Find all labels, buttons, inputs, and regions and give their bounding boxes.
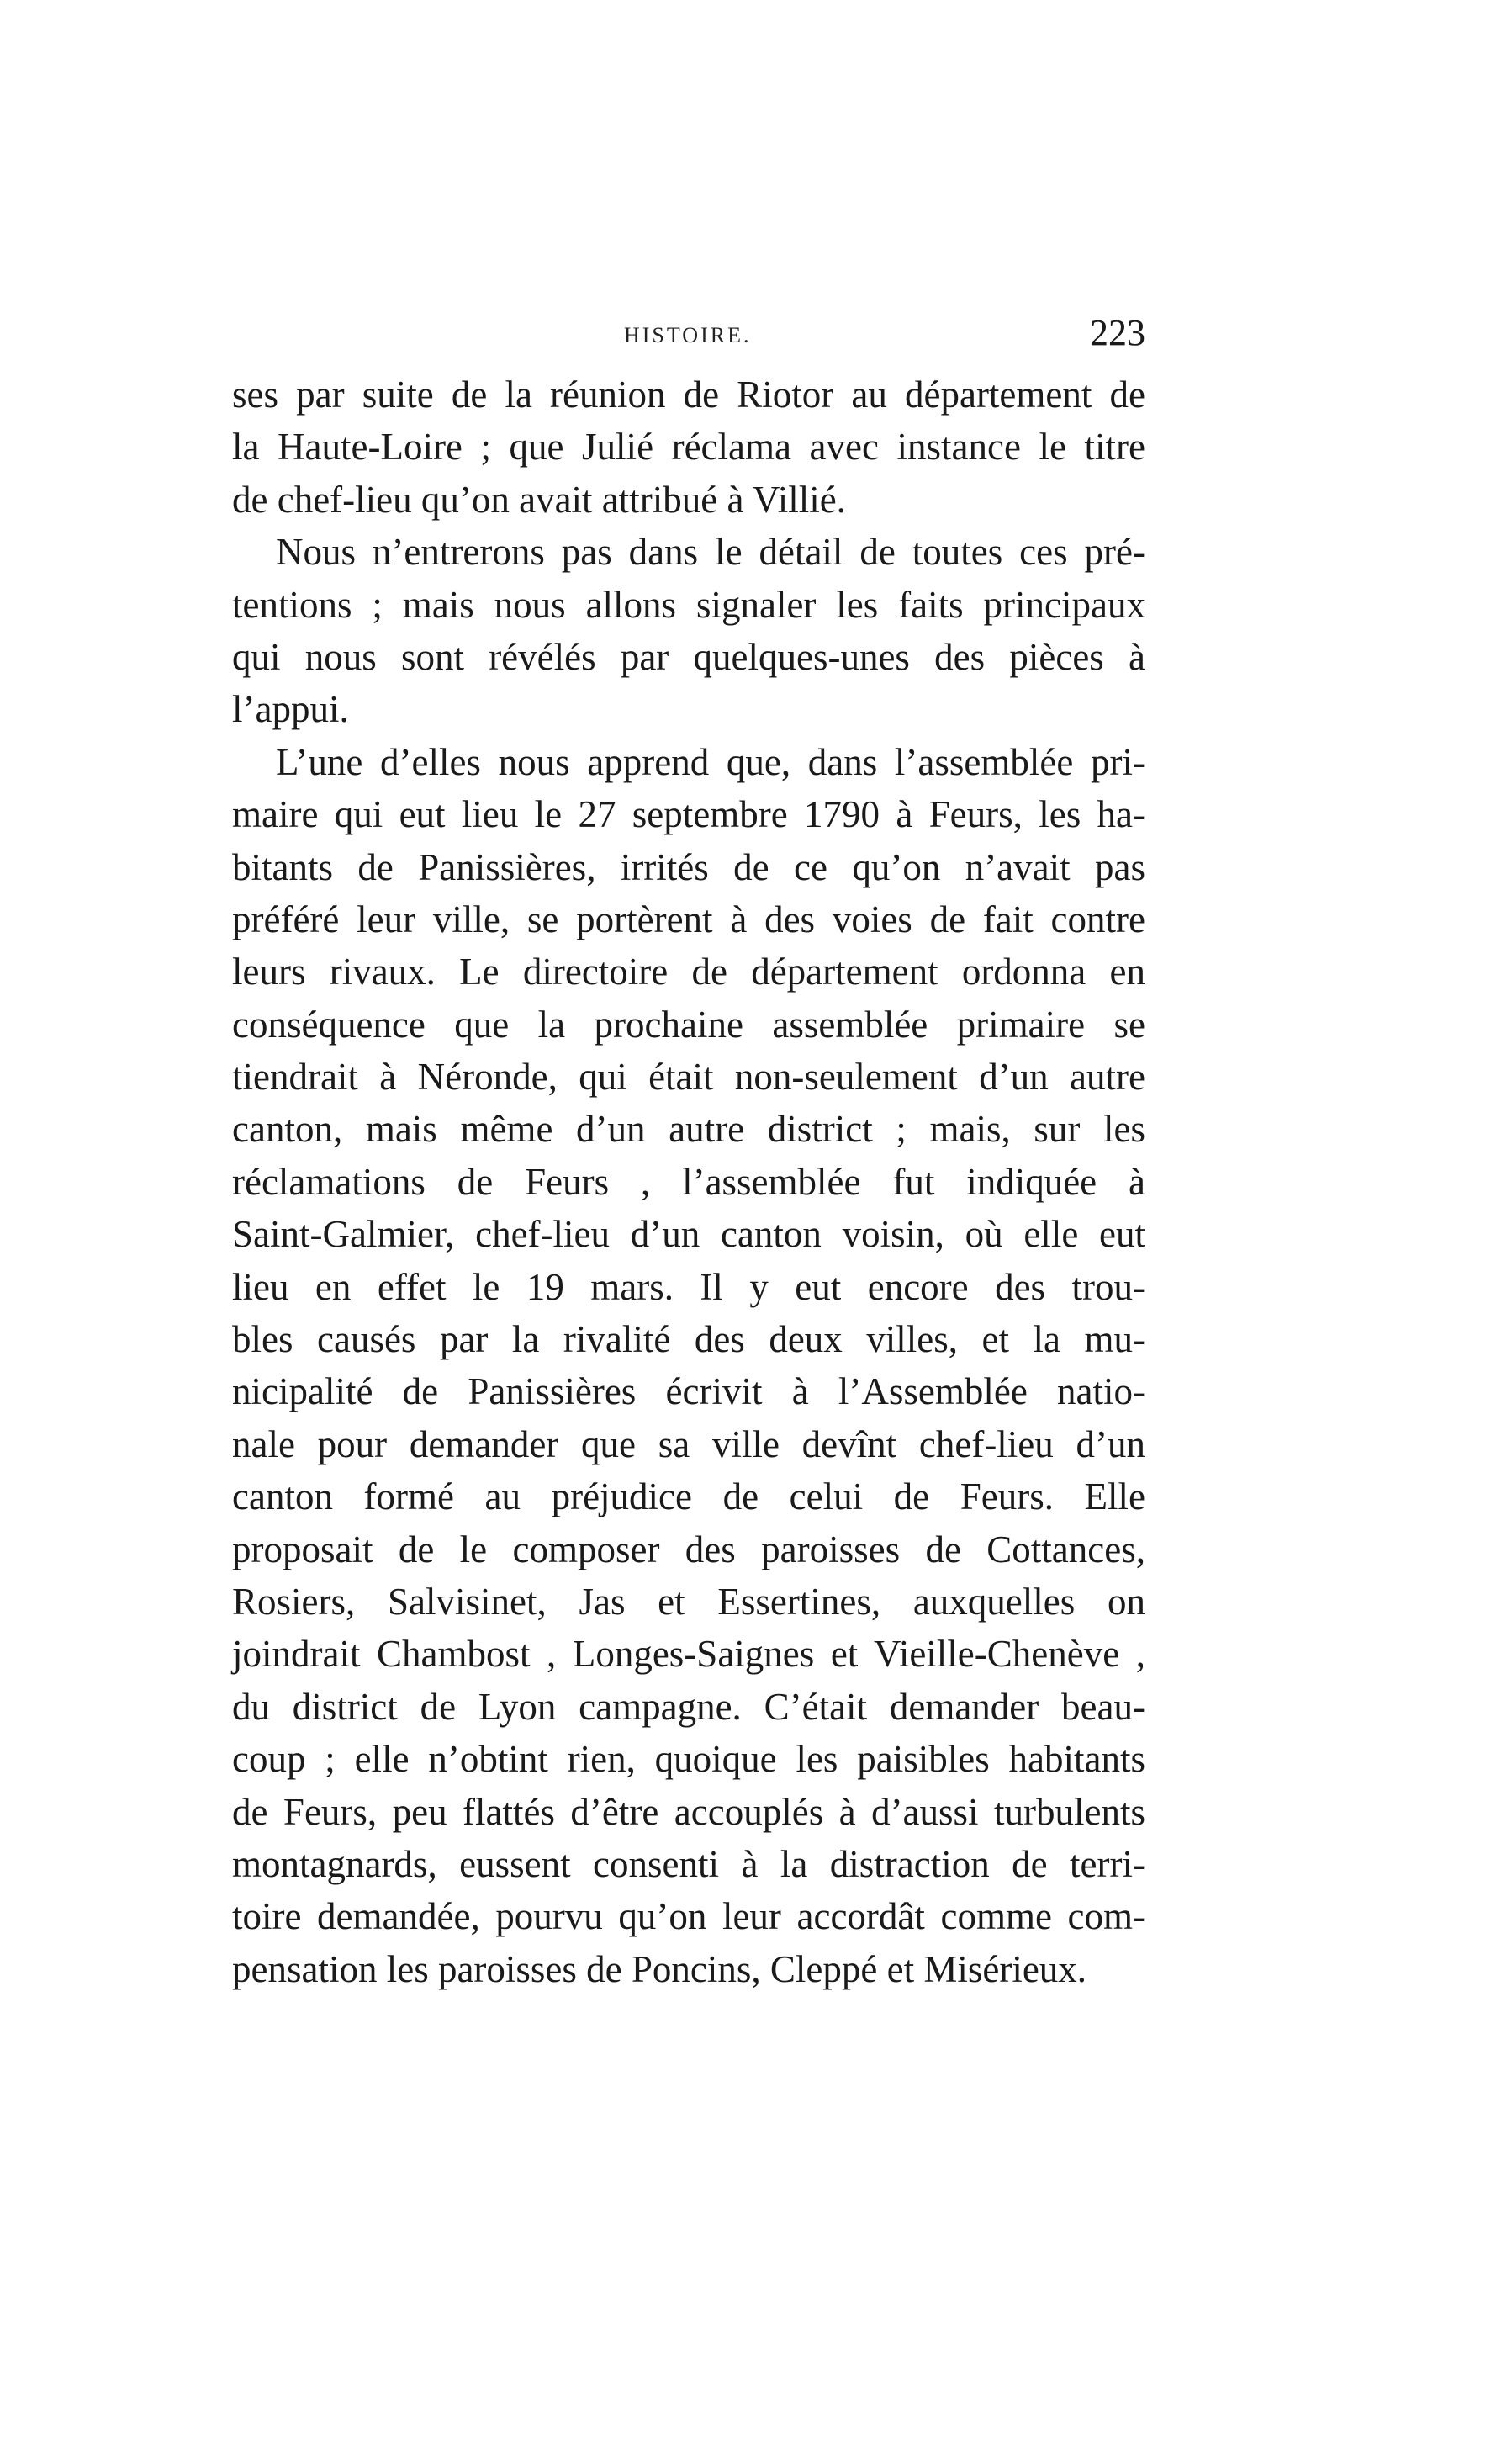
paragraph-start-line: L’une d’elles nous apprend que, dans l’assemblée pri-: [276, 740, 1145, 783]
text-line: du district de Lyon campagne. C’était demander beau-: [232, 1685, 1145, 1728]
text-line: tiendrait à Néronde, qui était non-seulement d’un autre: [232, 1056, 1145, 1099]
page-number: 223: [1090, 312, 1145, 353]
text-line: de Feurs, peu flattés d’être accouplés à d’aussi turbulents: [232, 1790, 1145, 1833]
text-line: nicipalité de Panissières écrivit à l’Assemblée natio-: [232, 1370, 1145, 1413]
text-line: coup ; elle n’obtint rien, quoique les paisibles habitants: [232, 1738, 1145, 1781]
text-line: toire demandée, pourvu qu’on leur accordât comme com-: [232, 1895, 1145, 1938]
paragraph-start-line: Nous n’entrerons pas dans le détail de toutes ces pré-: [276, 531, 1145, 574]
text-line: proposait de le composer des paroisses de Cottances,: [232, 1528, 1145, 1570]
text-line: bitants de Panissières, irrités de ce qu’on n’avait pas: [232, 845, 1145, 888]
running-title: HISTOIRE.: [624, 323, 752, 347]
text-line: bles causés par la rivalité des deux villes, et la mu-: [232, 1318, 1145, 1361]
text-line: leurs rivaux. Le directoire de département ordonna en: [232, 951, 1145, 993]
text-line: canton, mais même d’un autre district ; mais, sur les: [232, 1108, 1145, 1151]
text-line: Rosiers, Salvisinet, Jas et Essertines, auxquelles on: [232, 1580, 1145, 1623]
text-line: préféré leur ville, se portèrent à des voies de fait contre: [232, 898, 1145, 940]
text-line: joindrait Chambost , Longes-Saignes et Vieille-Chenève ,: [232, 1633, 1145, 1676]
text-line: ses par suite de la réunion de Riotor au département de: [232, 373, 1145, 416]
body-text: [232, 368, 1145, 1995]
text-line: la Haute-Loire ; que Julié réclama avec instance le titre: [232, 426, 1145, 469]
text-line: pensation les paroisses de Poncins, Cleppé et Misérieux.: [232, 1947, 1087, 1990]
text-line: qui nous sont révélés par quelques-unes des pièces à: [232, 635, 1145, 678]
text-line: l’appui.: [232, 688, 349, 731]
text-line: canton formé au préjudice de celui de Feurs. Elle: [232, 1475, 1145, 1518]
text-line: nale pour demander que sa ville devînt chef-lieu d’un: [232, 1422, 1145, 1465]
text-line: maire qui eut lieu le 27 septembre 1790 à Feurs, les ha-: [232, 793, 1145, 836]
text-line: de chef-lieu qu’on avait attribué à Villié.: [232, 478, 846, 521]
text-line: lieu en effet le 19 mars. Il y eut encore des trou-: [232, 1265, 1145, 1308]
running-head: [232, 311, 1145, 362]
text-line: réclamations de Feurs , l’assemblée fut indiquée à: [232, 1160, 1145, 1203]
text-line: conséquence que la prochaine assemblée primaire se: [232, 1003, 1145, 1046]
text-line: tentions ; mais nous allons signaler les faits principaux: [232, 583, 1145, 626]
text-line: Saint-Galmier, chef-lieu d’un canton voisin, où elle eut: [232, 1213, 1145, 1256]
text-line: montagnards, eussent consenti à la distraction de terri-: [232, 1842, 1145, 1885]
